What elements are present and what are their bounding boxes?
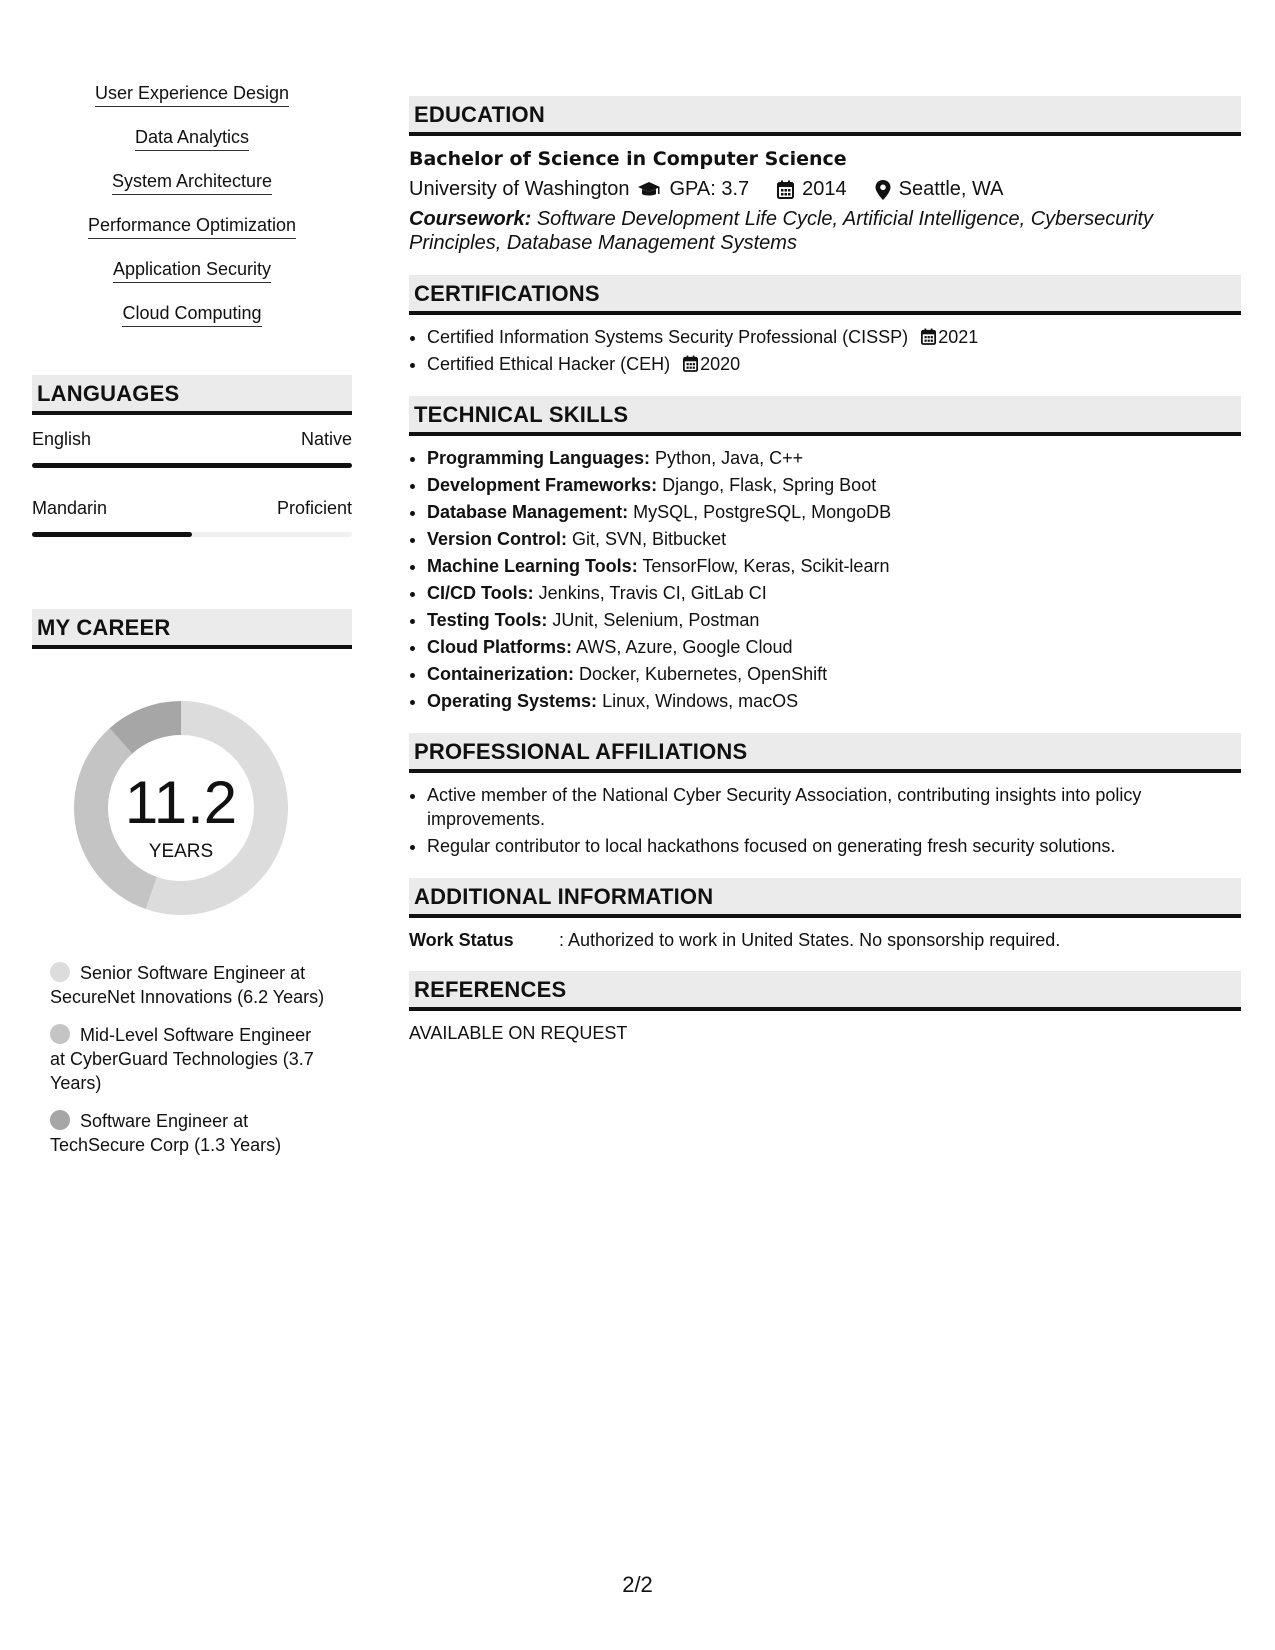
skill-category: Operating Systems: [427, 691, 598, 711]
skill-category: Cloud Platforms: [427, 637, 573, 657]
legend-dot [50, 1024, 70, 1044]
skill-tag: Application Security [113, 258, 271, 283]
graduation-cap-icon [637, 181, 661, 199]
certification-list [409, 325, 1241, 376]
affiliation-item: • Regular contributor to local hackathons focused on generating fresh security solutions. [427, 834, 1241, 858]
skill-category: Machine Learning Tools: [427, 556, 638, 576]
certification-name: Certified Ethical Hacker (CEH) [427, 354, 671, 374]
degree-title: Bachelor of Science in Computer Science [409, 148, 847, 170]
legend-item [50, 1023, 330, 1095]
skill-values: Django, Flask, Spring Boot [662, 475, 877, 495]
skill-category: Containerization: [427, 664, 574, 684]
skill-values: Linux, Windows, macOS [602, 691, 799, 711]
skill-item [427, 473, 1241, 497]
affiliation-item: • Active member of the National Cyber Security Association, contributing insights into policy improvements. [427, 783, 1241, 831]
skill-values: Python, Java, C++ [655, 448, 804, 468]
section-heading: ADDITIONAL INFORMATION [409, 878, 1241, 918]
section-heading: LANGUAGES [32, 375, 352, 415]
skill-values: Git, SVN, Bitbucket [572, 529, 727, 549]
education-details [409, 178, 1241, 201]
career-donut-chart [66, 693, 296, 923]
career-total-unit: YEARS [148, 841, 214, 862]
certification-name: Certified Information Systems Security Professional (CISSP) [427, 327, 909, 347]
page-number: 2/2 [622, 1572, 653, 1597]
references-text: AVAILABLE ON REQUEST [409, 1023, 628, 1043]
references-section [409, 971, 1241, 1044]
coursework-label: Coursework: [409, 208, 532, 230]
skill-item [427, 554, 1241, 578]
technical-skills-section [409, 396, 1241, 713]
skill-item [427, 662, 1241, 686]
career-section [32, 609, 352, 1157]
language-level-bar [32, 532, 352, 537]
section-heading: CERTIFICATIONS [409, 275, 1241, 315]
certification-item [427, 352, 1241, 376]
skill-values: Docker, Kubernetes, OpenShift [579, 664, 828, 684]
calendar-icon [777, 180, 794, 199]
language-level-fill [32, 463, 352, 468]
school-name: University of Washington [409, 178, 630, 200]
legend-dot [50, 962, 70, 982]
legend-label: Senior Software Engineer at SecureNet Innovations (6.2 Years) [50, 963, 325, 1007]
calendar-icon [921, 328, 936, 345]
certifications-section [409, 275, 1241, 376]
language-name: Mandarin [32, 498, 108, 518]
skill-values: MySQL, PostgreSQL, MongoDB [633, 502, 892, 522]
section-heading: PROFESSIONAL AFFILIATIONS [409, 733, 1241, 773]
graduation-year: 2014 [802, 178, 847, 200]
skill-values: AWS, Azure, Google Cloud [576, 637, 793, 657]
gpa: GPA: 3.7 [669, 178, 750, 200]
skill-tag: Performance Optimization [88, 214, 296, 239]
skill-category: CI/CD Tools: [427, 583, 534, 603]
calendar-icon [683, 355, 698, 372]
language-level: Proficient [276, 498, 352, 518]
map-marker-icon [875, 180, 891, 200]
donut-center [66, 693, 296, 923]
technical-skills-list [409, 446, 1241, 713]
coursework [409, 207, 1241, 255]
skill-values: JUnit, Selenium, Postman [552, 610, 760, 630]
affiliations-list [409, 783, 1241, 858]
skill-item [427, 608, 1241, 632]
language-level-bar [32, 463, 352, 468]
language-item [32, 429, 352, 468]
skill-category: Development Frameworks: [427, 475, 658, 495]
skill-item [427, 635, 1241, 659]
education-section [409, 96, 1241, 255]
career-total-years: 11.2 [124, 769, 238, 836]
career-legend [50, 961, 330, 1157]
right-column [409, 96, 1241, 1064]
work-status-label: Work Status [409, 930, 514, 950]
legend-label: Mid-Level Software Engineer at CyberGuard Technologies (3.7 Years) [50, 1025, 314, 1093]
certification-item [427, 325, 1241, 349]
skill-item [427, 689, 1241, 713]
school-location: Seattle, WA [898, 178, 1004, 200]
work-status-row [409, 930, 1241, 951]
skill-category: Database Management: [427, 502, 629, 522]
skill-tag: Cloud Computing [122, 302, 261, 327]
skill-category: Testing Tools: [427, 610, 548, 630]
skill-item [427, 527, 1241, 551]
skill-list [32, 82, 352, 346]
left-column [32, 82, 352, 1171]
skill-category: Version Control: [427, 529, 568, 549]
language-level: Native [300, 429, 352, 449]
skill-item [427, 581, 1241, 605]
legend-dot [50, 1110, 70, 1130]
additional-info-section [409, 878, 1241, 951]
work-status-value: : Authorized to work in United States. No sponsorship required. [559, 930, 1061, 950]
section-heading: EDUCATION [409, 96, 1241, 136]
language-level-fill [32, 532, 192, 537]
certification-year: 2021 [938, 327, 979, 347]
skill-tag: System Architecture [112, 170, 272, 195]
language-item [32, 498, 352, 537]
legend-item [50, 961, 330, 1009]
section-heading: REFERENCES [409, 971, 1241, 1011]
skill-tag: User Experience Design [95, 82, 289, 107]
legend-label: Software Engineer at TechSecure Corp (1.3 Years) [50, 1111, 282, 1155]
skill-tag: Data Analytics [135, 126, 249, 151]
certification-year: 2020 [700, 354, 741, 374]
skill-item [427, 446, 1241, 470]
skill-item [427, 500, 1241, 524]
section-heading: TECHNICAL SKILLS [409, 396, 1241, 436]
legend-item [50, 1109, 330, 1157]
coursework-list: Software Development Life Cycle, Artificial Intelligence, Cybersecurity Principles, Database Management Systems [409, 208, 1153, 254]
language-name: English [32, 429, 92, 449]
skill-category: Programming Languages: [427, 448, 651, 468]
affiliations-section [409, 733, 1241, 858]
section-heading: MY CAREER [32, 609, 352, 649]
languages-section [32, 375, 352, 537]
skill-values: TensorFlow, Keras, Scikit-learn [642, 556, 890, 576]
skill-values: Jenkins, Travis CI, GitLab CI [538, 583, 767, 603]
